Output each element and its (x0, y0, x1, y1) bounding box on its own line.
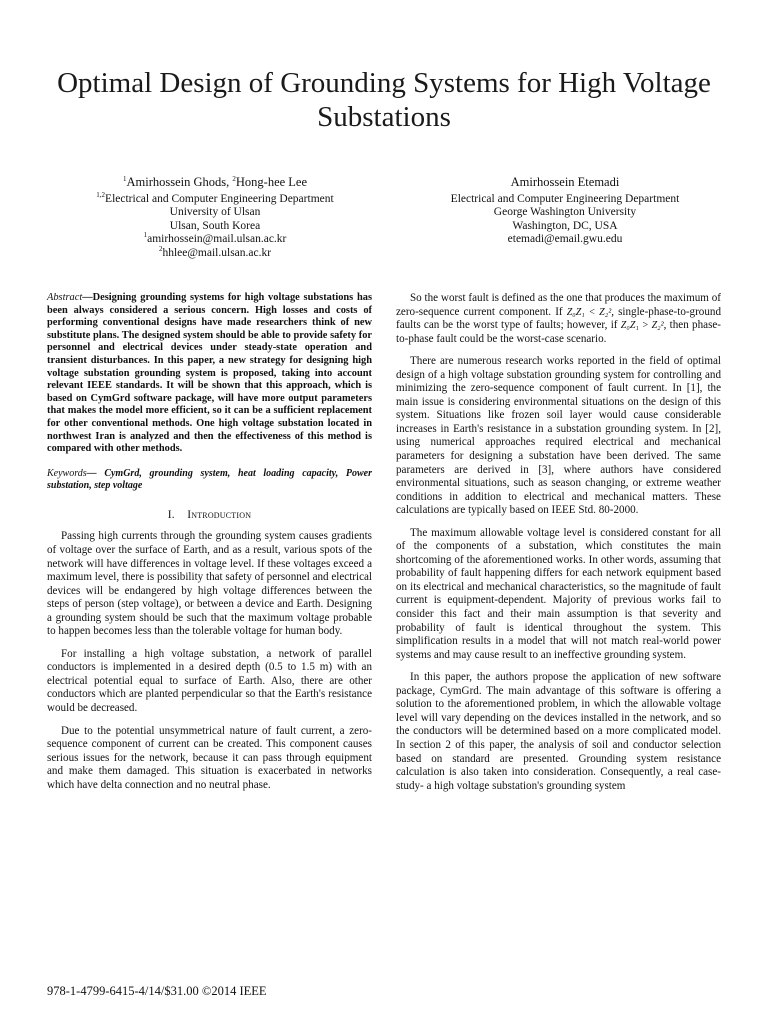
author-email-2: $^2$hhlee@mail.ulsan.ac.kr (158, 245, 272, 259)
author-email-3: etemadi@email.gwu.edu (507, 233, 623, 246)
affiliation-dept-right: Electrical and Computer Engineering Department (450, 192, 680, 205)
right-paragraph-2: There are numerous research works reported in the field of optimal design of a high voltage substation grounding system for controlling and minimizing the zero-sequence component of fault current. In [1], the main issue is considering environmental situations on the design of this system. Situations like frozen soil layer would cause considerable increases in Earth's resistance in a substation grounding system. In [2], using numerical approaches required electrical and mechanical parameters for designing a substation have been derived. The same parameters are derived in [3], where authors have considered environmental situations, such as season changing, or extreme weather conditions in addition to electrical and mechanical matters. These calculations are typically based on IEEE Std. 80-2000. (396, 355, 721, 517)
section-heading-introduction: I. Introduction (167, 508, 252, 521)
intro-paragraph-1: Passing high currents through the grounding system causes gradients of voltage over the surface of Earth, and as a result, various spots of the network will have differences in voltage level. If these voltages exceed a maximum level, there is possibility that safety of personnel and electrical devices will be endangered by high voltage differences between the steps of person (step voltage), or between a device and Earth. Designing a grounding system should be such that the maximum voltage probable to happen becomes less than the tolerable voltage for human body. (47, 530, 373, 638)
right-paragraph-4: In this paper, the authors propose the application of new software package, CymGrd. The main advantage of this software is offering a solution to the aforementioned problem, in which the allowable voltage level will vary depending on the devices installed in the network, and so the conductors will be determined based on a more complicated model. In section 2 of this paper, the analysis of soil and conductor selection based on standard are presented. Grounding system resistance calculation is also taken into consideration. Consequently, a real case-study- a high voltage substation's grounding system (396, 671, 721, 792)
affiliation-university-right: George Washington University (493, 206, 637, 219)
affiliation-location-right: Washington, DC, USA (512, 219, 618, 232)
author-name-right: Amirhossein Etemadi (510, 175, 620, 189)
affiliation-dept-left: $^{1,2}$Electrical and Computer Engineering Department (96, 190, 334, 205)
abstract: Abstract—Designing grounding systems for high voltage substations has been always considered a serious concern. High losses and costs of performing conventional designs have made researchers think of new substitute plans. The designed system should be able to provide safety for personnel and electrical devices under steady-state operation and transient disturbances. In this paper, a new strategy for designing high voltage substation grounding system is proposed, taking into account relevant IEEE standards. It will be shown that this approach, which is based on CymGrd software package, will have more output parameters that makes the model more efficient, so it can be a sufficient replacement for other conventional methods. One high voltage substation located in northwest Iran is analyzed and then the effectiveness of this method is compared with other methods. (47, 292, 372, 455)
intro-paragraph-3: Due to the potential unsymmetrical nature of fault current, a zero-sequence component of current can be created. This component causes serious issues for the network, because it can pass through equipment and make them damaged. This situation is exacerbated in networks which have delta connection and no neutral phase. (47, 724, 372, 791)
right-column (396, 292, 721, 802)
inequality-formula-2: Z₀Z₁ > Z₂² (620, 320, 664, 332)
inequality-formula-1: Z₀Z₁ < Z₂² (566, 306, 612, 318)
affiliation-university-left: University of Ulsan (169, 206, 261, 219)
paper-title: Optimal Design of Grounding Systems for High Voltage Substations (57, 67, 711, 133)
right-paragraph-1: So the worst fault is defined as the one that produces the maximum of zero-sequence current component. If Z₀Z₁ < Z₂², single-phase-to-ground faults can be the worst type of faults; however, if Z₀Z₁ > Z₂², then phase-to-phase fault could be the worst-case scenario. (396, 292, 722, 345)
author-names-left: $^1$Amirhossein Ghods, $^2$Hong-hee Lee (122, 174, 308, 189)
intro-paragraph-2: For installing a high voltage substation, a network of parallel conductors is implemented in a desired depth (0.5 to 1.5 m) with an electrical potential equal to surface of Earth. Also, there are other conductors which are planted perpendicular so that the Earth's resistance would be decreased. (47, 647, 372, 715)
author-email-1: $^1$amirhossein@mail.ulsan.ac.kr (143, 231, 287, 246)
author-block-right (400, 176, 730, 247)
left-column (47, 292, 372, 801)
copyright-footer: 978-1-4799-6415-4/14/$31.00 ©2014 IEEE (47, 984, 267, 998)
keywords: Keywords— CymGrd, grounding system, heat loading capacity, Power substation, step voltage (47, 467, 372, 492)
right-paragraph-3: The maximum allowable voltage level is considered constant for all of the components of a substation, which constitutes the main shortcoming of the aforementioned works. In other words, assuming that probability of fault happening differs for each network equipment based on its electrical and mechanical characteristics, so the magnitude of fault current is equipment-dependent. Majority of previous works fail to consider this fact and their main assumption is that severity and probability of fault is identical throughout the system. This simplification results in a model that will not match real-world power systems and may cause result to an ineffective grounding system. (396, 526, 721, 661)
author-block-left (50, 176, 380, 261)
affiliation-location-left: Ulsan, South Korea (169, 219, 261, 232)
